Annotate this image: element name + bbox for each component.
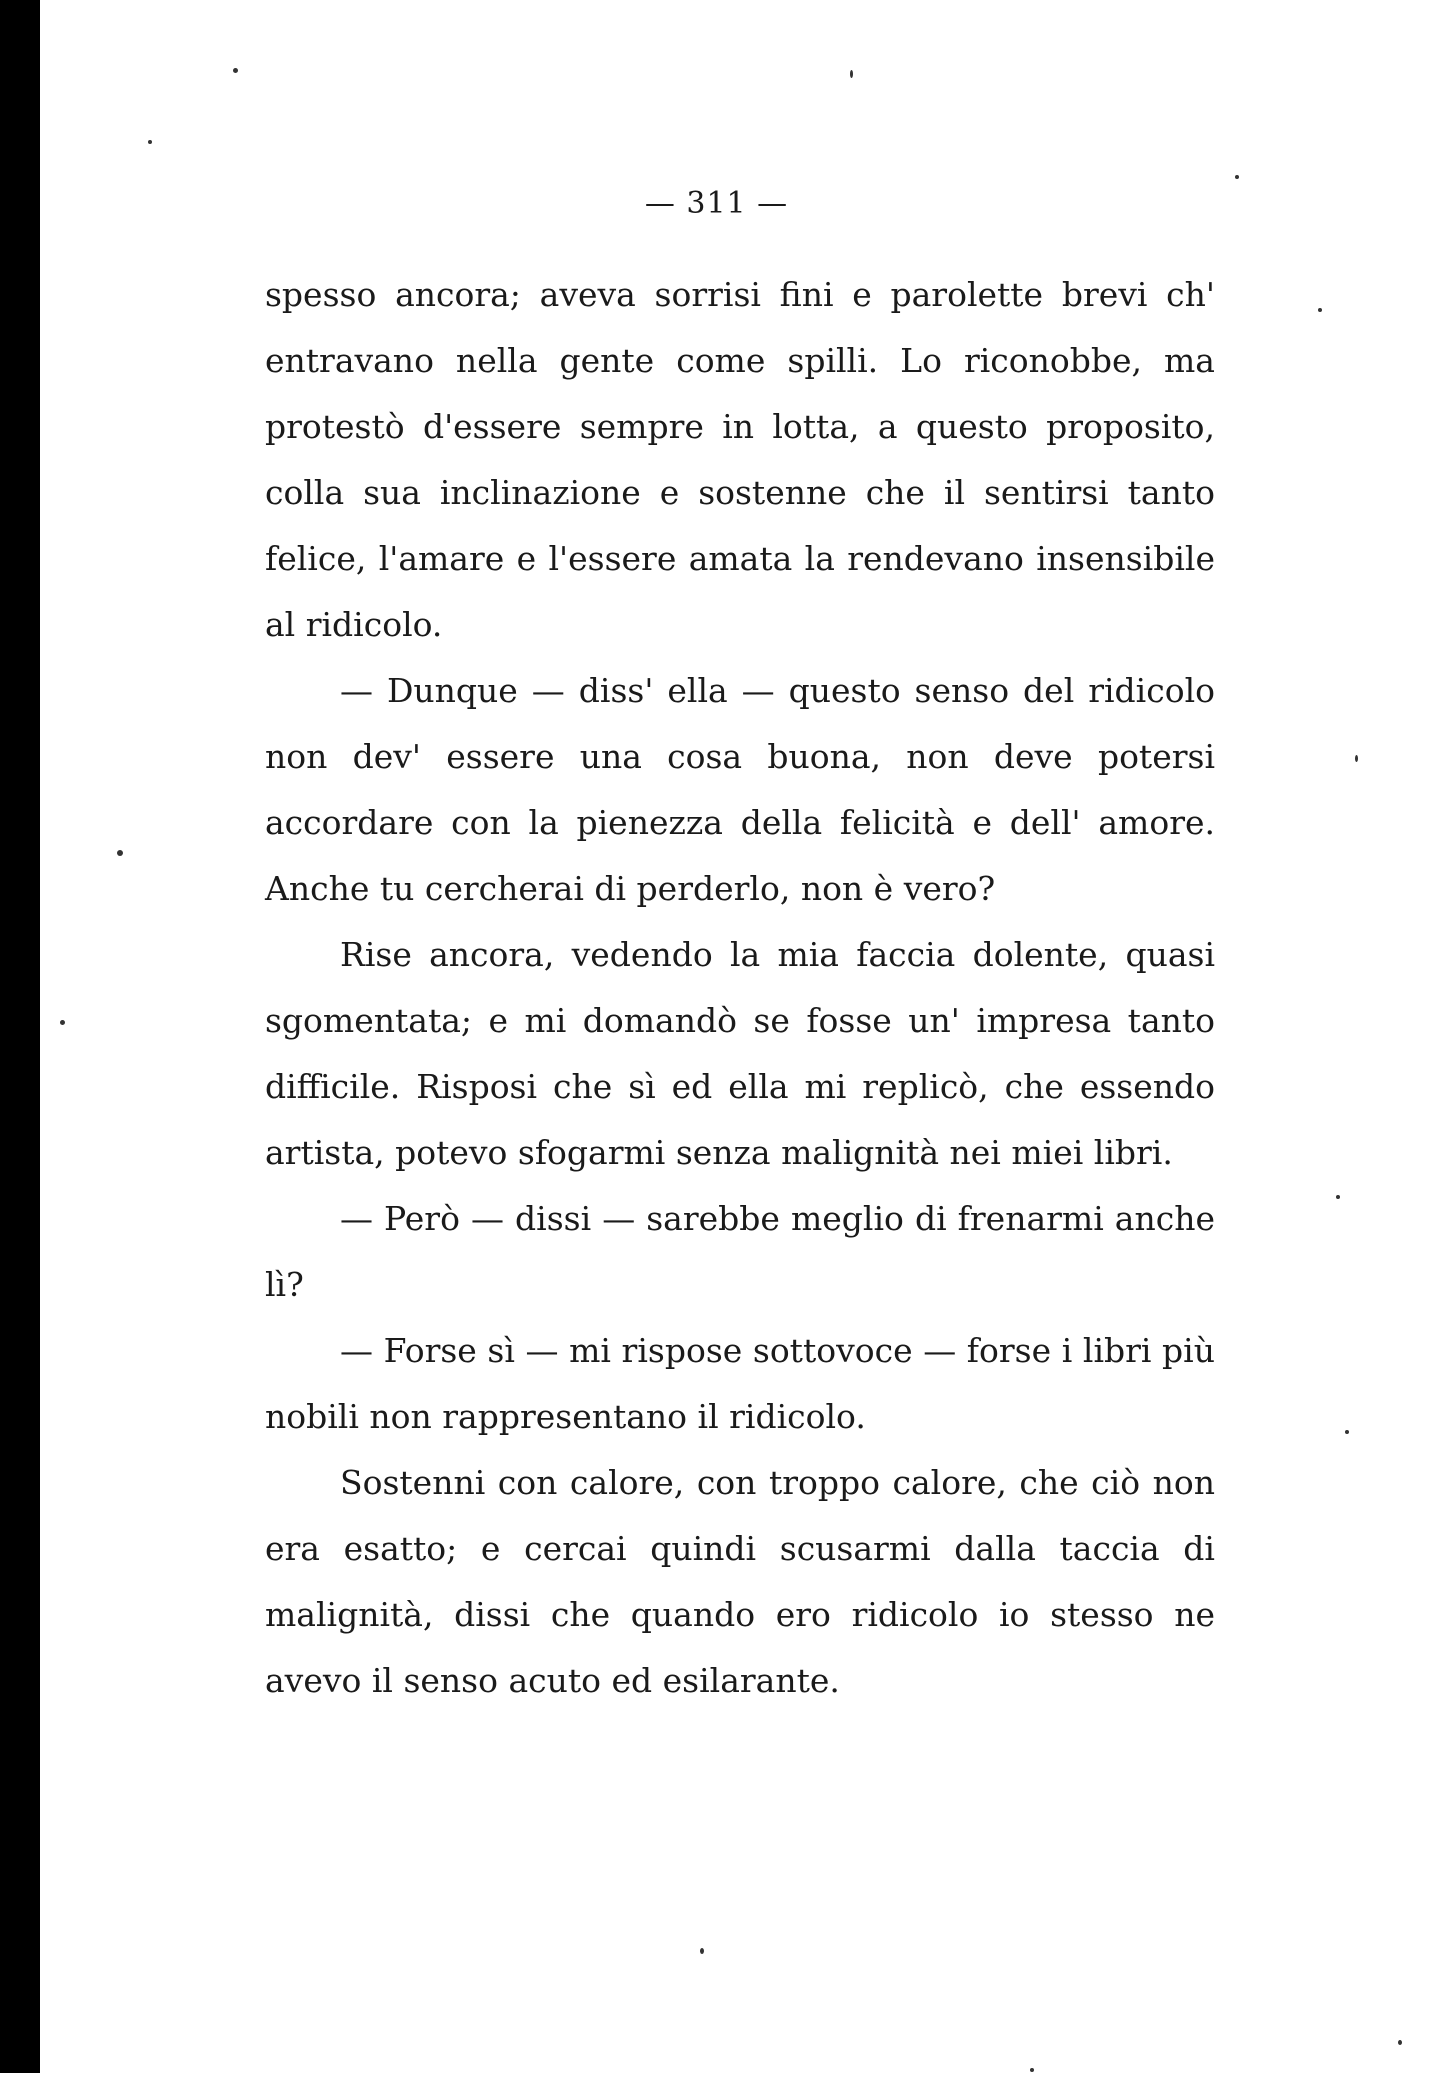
scan-speck	[148, 140, 152, 144]
scan-speck	[1318, 308, 1322, 312]
paragraph: — Dunque — diss' ella — questo senso del ridicolo non dev' essere una cosa buona, non deve potersi accordare con la pienezza della felicità e dell' amore. Anche tu cercherai di perderlo, non è vero?	[265, 671, 1215, 908]
paragraph: spesso ancora; aveva sorrisi fini e parolette brevi ch' entravano nella gente come spilli. Lo riconobbe, ma protestò d'essere sempre in lotta, a questo proposito, colla sua inclinazione e sostenne che il sentirsi tanto felice, l'amare e l'essere amata la rendevano insensibile al ridicolo.	[265, 275, 1215, 644]
scan-speck	[1030, 2068, 1034, 2072]
paragraph: Rise ancora, vedendo la mia faccia dolente, quasi sgomentata; e mi domandò se fosse un' impresa tanto difficile. Risposi che sì ed ella mi replicò, che essendo artista, potevo sfogarmi senza malignità nei miei libri.	[265, 935, 1215, 1172]
scan-speck	[233, 68, 238, 73]
scan-speck	[117, 850, 123, 856]
scan-speck	[1355, 755, 1358, 762]
paragraph: Sostenni con calore, con troppo calore, che ciò non era esatto; e cercai quindi scusarmi dalla taccia di malignità, dissi che quando ero ridicolo io stesso ne avevo il senso acuto ed esilarante.	[265, 1463, 1215, 1700]
scan-speck	[700, 1948, 704, 1954]
scan-left-edge	[0, 0, 40, 2073]
body-text	[265, 262, 1215, 1714]
page-number: — 311 —	[644, 186, 789, 221]
scan-speck	[1398, 2040, 1402, 2045]
scan-speck	[1336, 1195, 1340, 1199]
paragraph: — Forse sì — mi rispose sottovoce — forse i libri più nobili non rappresentano il ridicolo.	[265, 1331, 1215, 1436]
scan-speck	[1345, 1430, 1349, 1434]
scan-speck	[850, 70, 853, 78]
scan-speck	[60, 1020, 65, 1025]
scan-speck	[1235, 175, 1239, 179]
paragraph: — Però — dissi — sarebbe meglio di frenarmi anche lì?	[265, 1199, 1215, 1304]
